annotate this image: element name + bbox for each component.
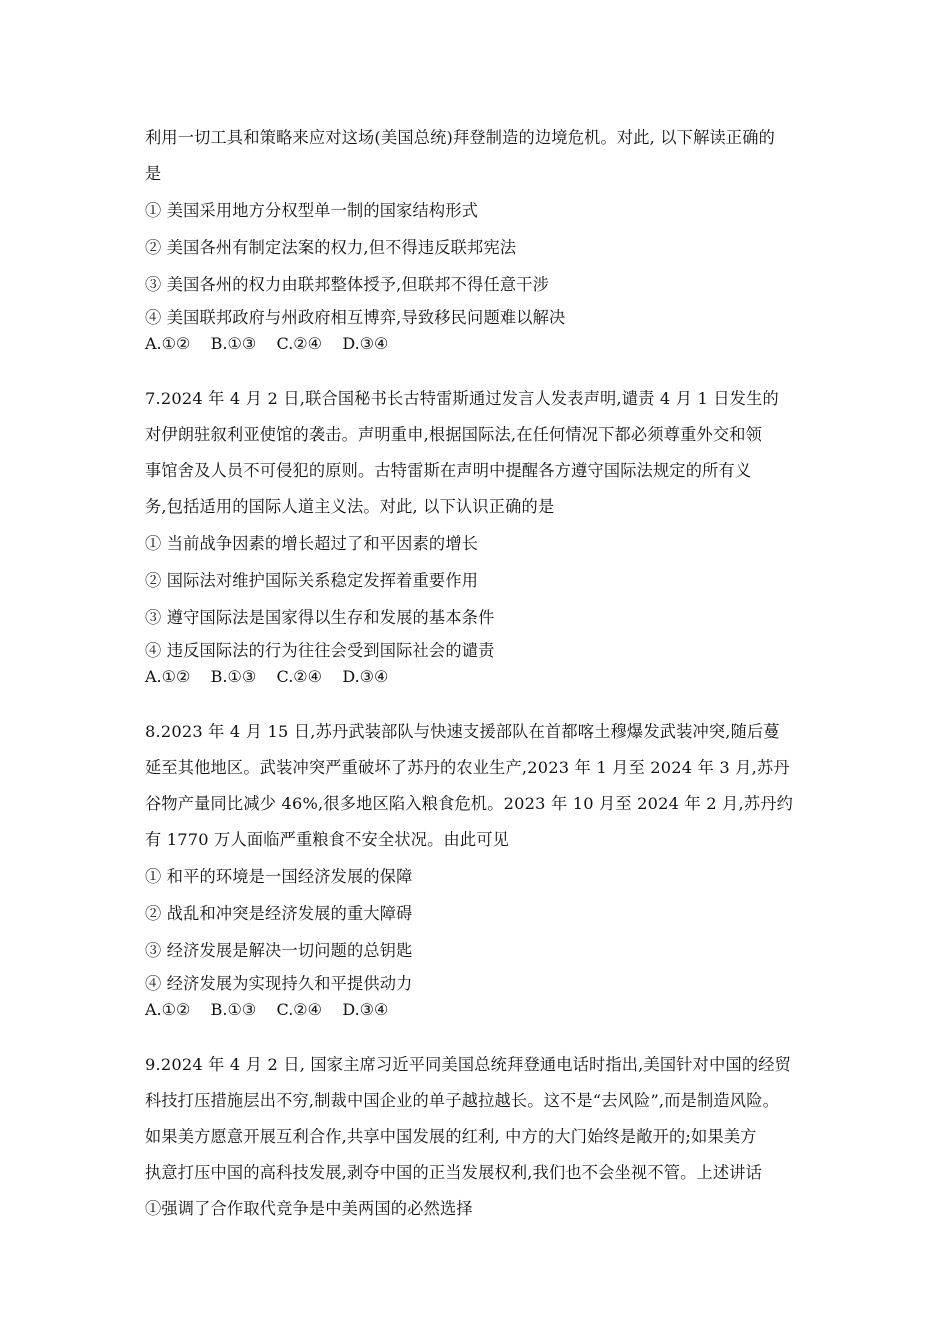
q8-answer-choices: A.①② B.①③ C.②④ D.③④	[145, 1000, 389, 1019]
q7-option-1: ① 当前战争因素的增长超过了和平因素的增长	[145, 534, 479, 553]
question-9	[145, 1047, 825, 1227]
q8-option-3: ③ 经济发展是解决一切问题的总钥匙	[145, 941, 413, 960]
q8-stem-line-4: 有 1770 万人面临严重粮食不安全状况。由此可见	[145, 830, 510, 849]
q7-stem-line-1: 7.2024 年 4 月 2 日,联合国秘书长古特雷斯通过发言人发表声明,谴责 4 月 1 日发生的	[145, 389, 779, 408]
q9-option-1: ①强调了合作取代竞争是中美两国的必然选择	[145, 1199, 473, 1218]
q9-stem-line-3: 如果美方愿意开展互利合作,共享中国发展的红利, 中方的大门始终是敞开的;如果美方	[145, 1127, 757, 1146]
q6-option-1: ① 美国采用地方分权型单一制的国家结构形式	[145, 201, 479, 220]
q8-stem-line-2: 延至其他地区。武装冲突严重破坏了苏丹的农业生产,2023 年 1 月至 2024 年 3 月,苏丹	[145, 758, 790, 777]
q8-stem-line-3: 谷物产量同比减少 46%,很多地区陷入粮食危机。2023 年 10 月至 2024 年 2 月,苏丹约	[145, 794, 793, 813]
q9-stem-line-2: 科技打压措施层出不穷,制裁中国企业的单子越拉越长。这不是“去风险”,而是制造风险。	[145, 1091, 779, 1110]
q6-option-3: ③ 美国各州的权力由联邦整体授予,但联邦不得任意干涉	[145, 275, 549, 294]
q7-stem-line-3: 事馆舍及人员不可侵犯的原则。古特雷斯在声明中提醒各方遵守国际法规定的所有义	[145, 461, 752, 480]
q6-stem-line-2: 是	[145, 164, 162, 183]
q7-answer-choices: A.①② B.①③ C.②④ D.③④	[145, 667, 389, 686]
q7-stem-line-2: 对伊朗驻叙利亚使馆的袭击。声明重申,根据国际法,在任何情况下都必须尊重外交和领	[145, 425, 763, 444]
question-7	[145, 381, 825, 688]
question-8	[145, 714, 825, 1021]
q8-option-2: ② 战乱和冲突是经济发展的重大障碍	[145, 904, 413, 923]
q7-option-3: ③ 遵守国际法是国家得以生存和发展的基本条件	[145, 608, 495, 627]
q6-option-4: ④ 美国联邦政府与州政府相互博弈,导致移民问题难以解决	[145, 308, 566, 327]
q6-option-2: ② 美国各州有制定法案的权力,但不得违反联邦宪法	[145, 238, 517, 257]
q7-option-4: ④ 违反国际法的行为往往会受到国际社会的谴责	[145, 641, 495, 660]
q6-answer-choices: A.①② B.①③ C.②④ D.③④	[145, 334, 389, 353]
q7-stem-line-4: 务,包括适用的国际人道主义法。对此, 以下认识正确的是	[145, 497, 555, 516]
document-page	[145, 120, 825, 1227]
q7-option-2: ② 国际法对维护国际关系稳定发挥着重要作用	[145, 571, 479, 590]
q8-stem-line-1: 8.2023 年 4 月 15 日,苏丹武装部队与快速支援部队在首都喀土穆爆发武装冲突,随后蔓	[145, 722, 780, 741]
question-6	[145, 120, 825, 355]
q9-stem-line-1: 9.2024 年 4 月 2 日, 国家主席习近平同美国总统拜登通电话时指出,美国针对中国的经贸	[145, 1055, 792, 1074]
q6-stem-line-1: 利用一切工具和策略来应对这场(美国总统)拜登制造的边境危机。对此, 以下解读正确的	[145, 128, 776, 147]
q9-stem-line-4: 执意打压中国的高科技发展,剥夺中国的正当发展权利,我们也不会坐视不管。上述讲话	[145, 1163, 763, 1182]
q8-option-1: ① 和平的环境是一国经济发展的保障	[145, 867, 413, 886]
q8-option-4: ④ 经济发展为实现持久和平提供动力	[145, 974, 413, 993]
